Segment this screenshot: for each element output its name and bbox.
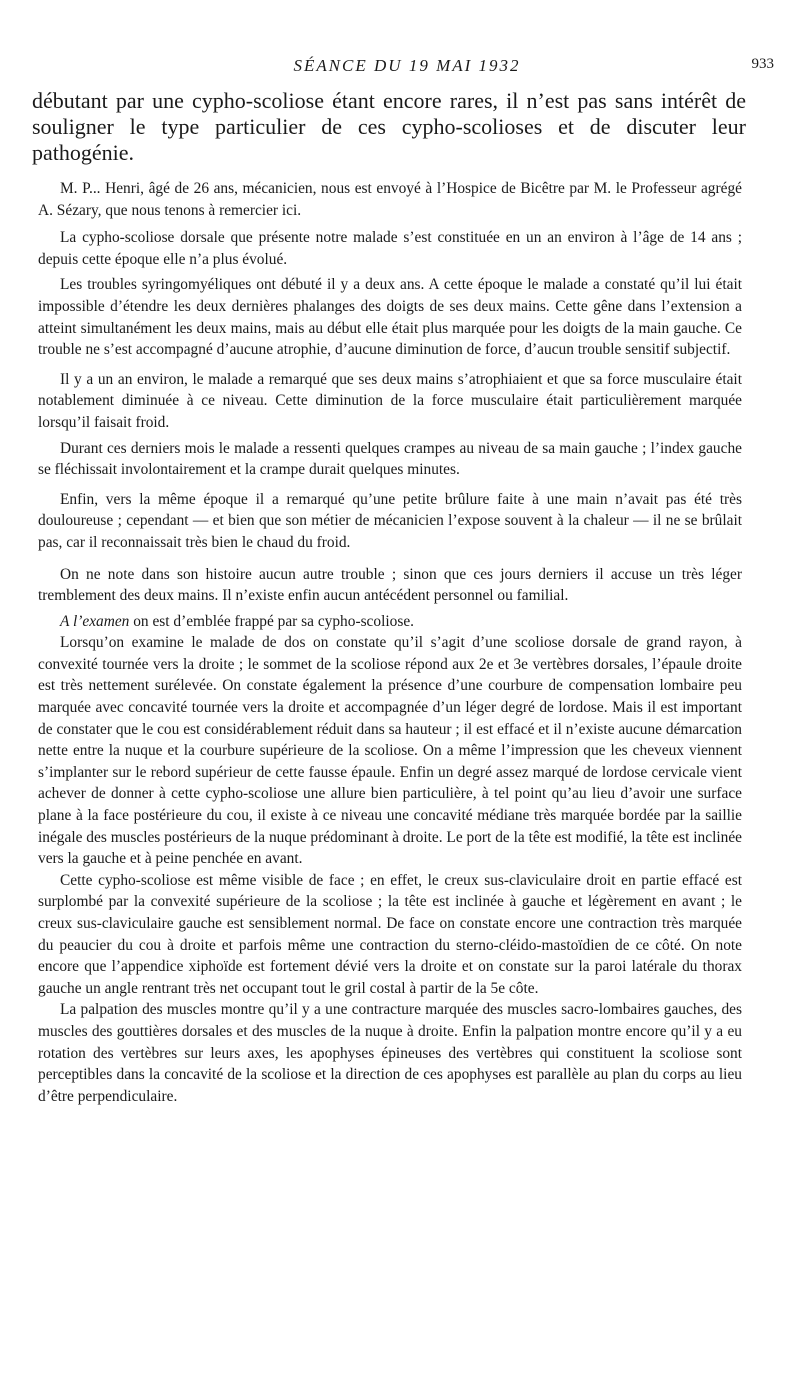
page-header xyxy=(40,56,774,80)
paragraph: On ne note dans son histoire aucun autre trouble ; sinon que ces jours derniers il accuse un très léger tremblement des deux mains. Il n’existe enfin aucun antécédent personnel ou familial. xyxy=(38,565,742,605)
running-title: SÉANCE DU 19 MAI 1932 xyxy=(293,56,521,75)
paragraph: Les troubles syringomyéliques ont débuté il y a deux ans. A cette époque le malade a constaté qu’il lui était impossible d’étendre les deux dernières phalanges des doigts de ses deux mains. Cette gêne dans l’extension a atteint simultanément les deux mains, mais au début elle était plus marquée pour les doigts de la main gauche. Ce trouble ne s’est accompagné d’aucune atrophie, d’aucune diminution de force, d’aucun trouble sensitif subjectif. xyxy=(38,276,742,359)
page-number: 933 xyxy=(751,56,774,72)
paragraph: M. P... Henri, âgé de 26 ans, mécanicien, nous est envoyé à l’Hospice de Bicêtre par M. le Professeur agrégé A. Sézary, que nous tenons à remercier ici. xyxy=(38,180,742,219)
body-text xyxy=(38,178,742,1107)
paragraph: Lorsqu’on examine le malade de dos on constate qu’il s’agit d’une scoliose dorsale de grand rayon, à convexité tournée vers la droite ; le sommet de la scoliose répond aux 2e et 3e vertèbres dorsales, l’épaule droite est très nettement surélevée. On constate également la présence d’une courbure de compensation lombaire peu marquée avec concavité tournée vers la droite et accompagnée d’un léger degré de lordose. Mais il est important de constater que le cou est considérablement réduit dans sa hauteur ; il est effacé et il n’existe aucune démarcation nette entre la nuque et la courbure supérieure de la scoliose. On a même l’impression que les cheveux viennent s’implanter sur le rebord supérieur de cette fausse épaule. Enfin un degré assez marqué de lordose cervicale vient achever de donner à cette cypho-scoliose une allure bien particulière, à tel point qu’au lieu d’avoir une surface plane à la face postérieure du cou, il existe à ce niveau une concavité médiane très marquée bordée par la saillie inégale des muscles postérieurs de la nuque prédominant à droite. Le port de la tête est modifié, la tête est inclinée vers la gauche et à peine penchée en avant. xyxy=(38,634,742,868)
paragraph: Enfin, vers la même époque il a remarqué qu’une petite brûlure faite à une main n’avait pas été très douloureuse ; cependant — et bien que son métier de mécanicien l’expose souvent à la chaleur — il ne se brûlait pas, car il reconnaissait très bien le chaud du froid. xyxy=(38,490,742,551)
paragraph: La cypho-scoliose dorsale que présente notre malade s’est constituée en un an environ à l’âge de 14 ans ; depuis cette époque elle n’a plus évolué. xyxy=(38,229,742,268)
lead-paragraph: débutant par une cypho-scoliose étant encore rares, il n’est pas sans intérêt de souligner le type particulier de ces cypho-scolioses et de discuter leur pathogénie. xyxy=(32,88,746,165)
paragraph: Durant ces derniers mois le malade a ressenti quelques crampes au niveau de sa main gauche ; l’index gauche se fléchissait involontairement et la crampe durait quelques minutes. xyxy=(38,439,742,479)
paragraph: La palpation des muscles montre qu’il y a une contracture marquée des muscles sacro-lombaires gauches, des muscles des gouttières dorsales et des muscles de la nuque à droite. Enfin la palpation montre encore qu’il y a eu rotation des vertèbres sur leurs axes, les apophyses épineuses des vertèbres qui constituent la scoliose sont perceptibles dans la concavité de la scoliose et la direction de ces apophyses est parallèle au plan du corps au lieu d’être perpendiculaire. xyxy=(38,1001,742,1105)
paragraph-rest: on est d’emblée frappé par sa cypho-scoliose. xyxy=(129,612,414,630)
paragraph-examination xyxy=(38,611,742,633)
paragraph: Il y a un an environ, le malade a remarqué que ses deux mains s’atrophiaient et que sa force musculaire était notablement diminuée à ce niveau. Cette diminution de la force musculaire était particulièrement marquée lorsqu’il faisait froid. xyxy=(38,370,742,431)
paragraph: Cette cypho-scoliose est même visible de face ; en effet, le creux sus-claviculaire droit en partie effacé est surplombé par la convexité supérieure de la scoliose ; la tête est inclinée à gauche et légèrement en avant ; le creux sus-claviculaire gauche est sensiblement normal. De face on constate encore une contraction très marquée du peaucier du cou à droite et parfois même une contraction du sterno-cléido-mastoïdien de ce côté. On note encore que l’appendice xiphoïde est fortement dévié vers la droite et on constate sur la paroi latérale du thorax gauche un angle rentrant très net occupant tout le gril costal à partir de la 5e côte. xyxy=(38,871,742,997)
italic-lead: A l’examen xyxy=(60,612,130,630)
